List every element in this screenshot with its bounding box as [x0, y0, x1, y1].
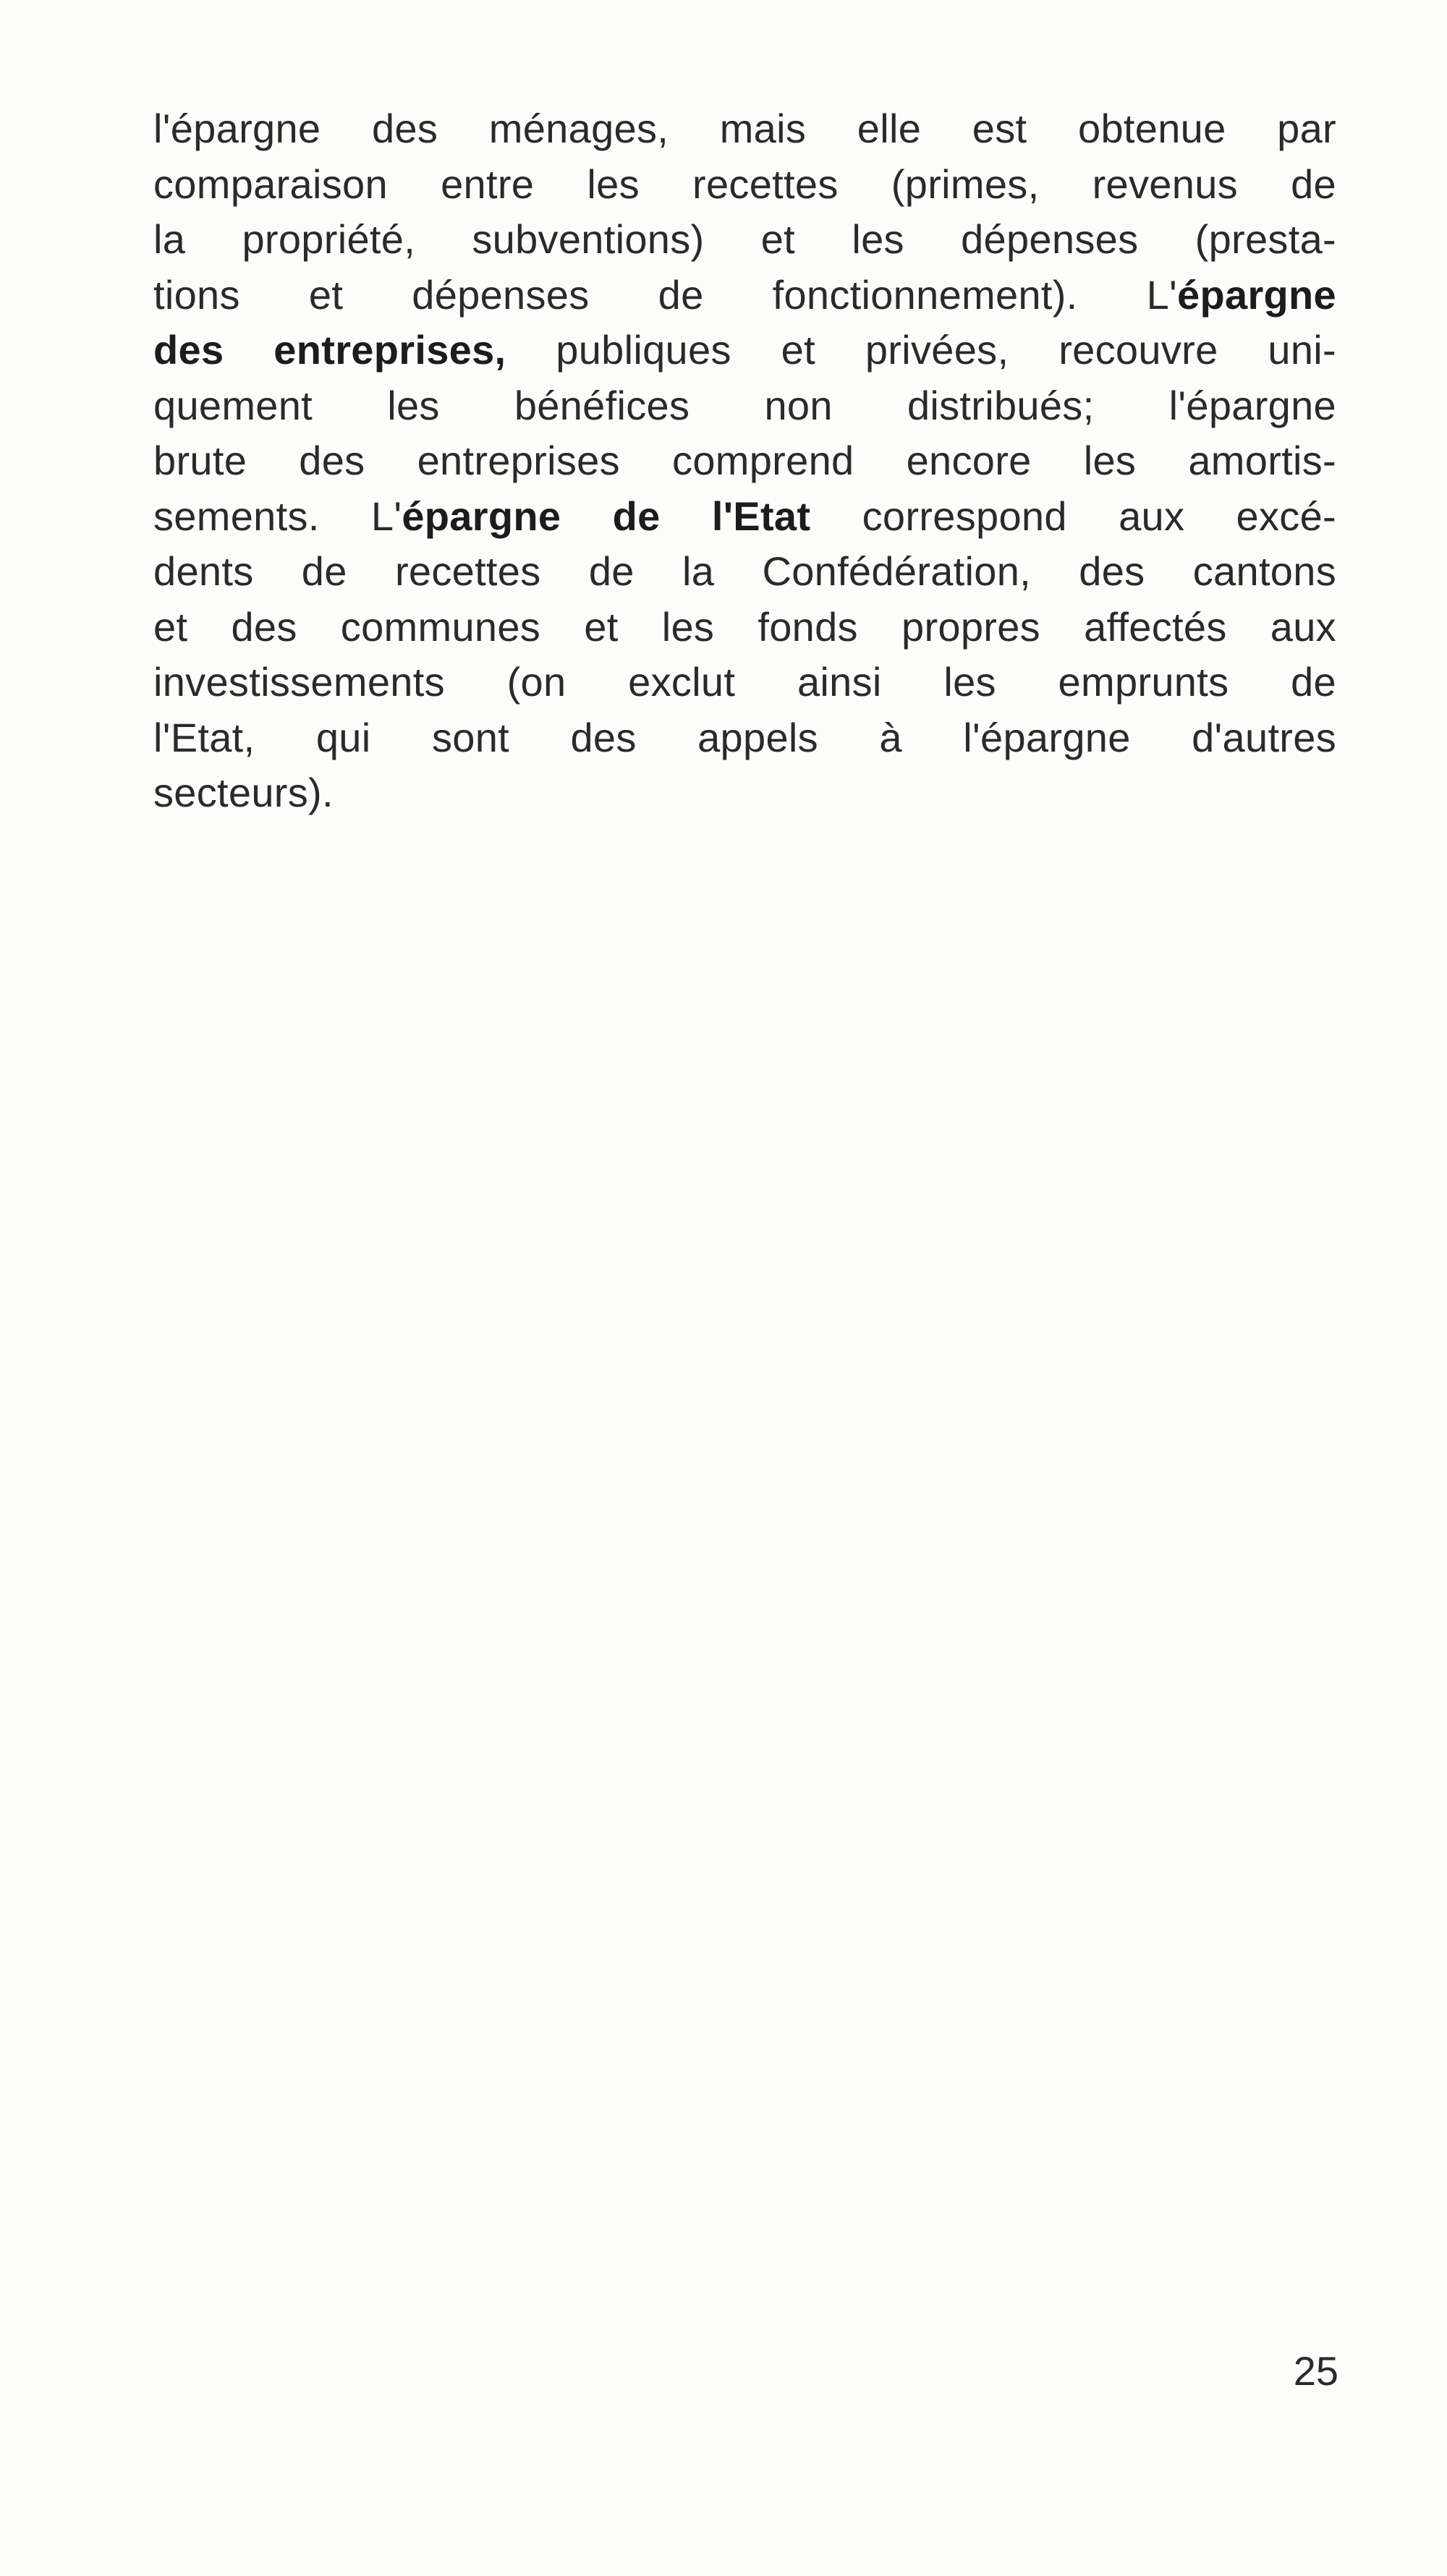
text-line: [153, 323, 1336, 378]
text-segment: l'Etat, qui sont des appels à l'épargne d'autres: [153, 714, 1336, 760]
text-line: [153, 212, 1336, 268]
text-segment: et des communes et les fonds propres affectés aux: [153, 603, 1336, 650]
text-line: [153, 157, 1336, 213]
text-segment: tions et dépenses de fonctionnement). L': [153, 271, 1178, 318]
text-segment: correspond aux excé-: [810, 493, 1336, 539]
text-line: [153, 433, 1336, 489]
text-segment: l'épargne des ménages, mais elle est obtenue par: [153, 106, 1336, 151]
text-line: [153, 710, 1336, 766]
text-line: [153, 101, 1336, 157]
text-segment: quement les bénéfices non distribués; l'épargne: [153, 382, 1336, 428]
text-segment: investissements (on exclut ainsi les emprunts de: [153, 659, 1336, 705]
text-segment: sements. L': [153, 493, 402, 539]
text-segment: la propriété, subventions) et les dépenses (presta-: [153, 216, 1336, 262]
bold-term: épargne: [1177, 271, 1336, 318]
text-line: [153, 489, 1336, 545]
text-line: [153, 378, 1336, 434]
text-line: [153, 765, 1336, 821]
text-line: [153, 600, 1336, 655]
text-line: [153, 544, 1336, 600]
page-number: 25: [1293, 2348, 1338, 2394]
text-segment: publiques et privées, recouvre uni-: [506, 327, 1336, 373]
text-line: [153, 268, 1336, 323]
bold-term: épargne de l'Etat: [402, 493, 811, 539]
bold-term: des entreprises,: [153, 327, 506, 373]
text-segment: comparaison entre les recettes (primes, revenus de: [153, 161, 1336, 207]
body-paragraph: [153, 101, 1336, 821]
text-segment: dents de recettes de la Confédération, des cantons: [153, 548, 1336, 594]
text-segment: secteurs).: [153, 770, 334, 815]
text-segment: brute des entreprises comprend encore les amortis-: [153, 438, 1336, 483]
text-line: [153, 655, 1336, 710]
